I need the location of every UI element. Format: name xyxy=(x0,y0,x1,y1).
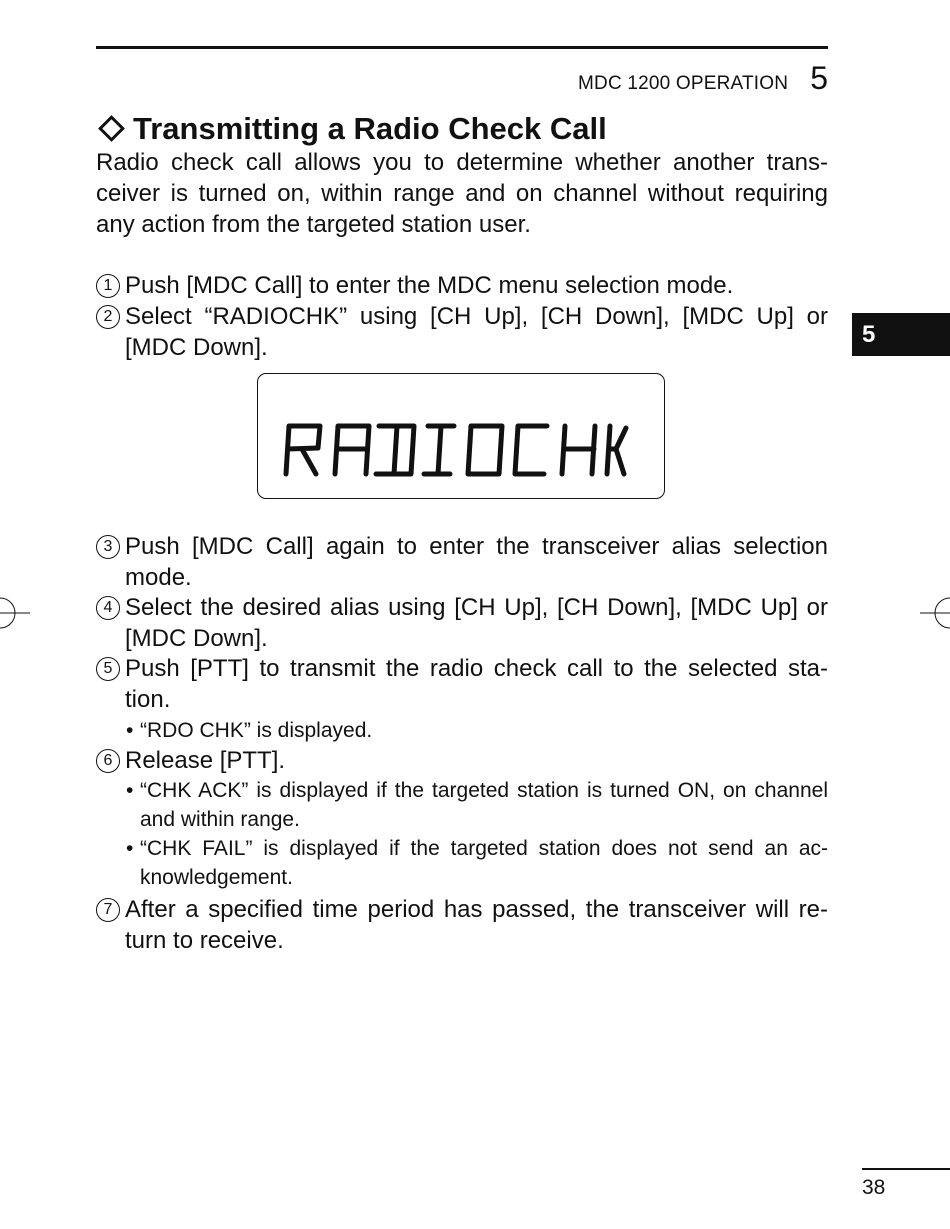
step-4 xyxy=(96,592,828,654)
note-rdo-chk xyxy=(126,716,828,745)
lcd-segment-readout xyxy=(258,374,664,498)
note-text: “CHK ACK” is displayed if the targeted station is turned ON, on channel and within range. xyxy=(140,779,828,831)
step-3 xyxy=(96,531,828,593)
step-number-2: 2 xyxy=(96,305,120,329)
note-chk-ack xyxy=(126,776,828,834)
header-rule xyxy=(96,46,828,49)
step-text-4: Select the desired alias using [CH Up], [CH Down], [MDC Up] or [MDC Down]. xyxy=(125,594,828,652)
note-text: “RDO CHK” is displayed. xyxy=(140,719,373,742)
step-6 xyxy=(96,745,828,776)
step-text-1: Push [MDC Call] to enter the MDC menu selection mode. xyxy=(125,272,734,299)
bullet-icon: • xyxy=(126,837,134,860)
step-7 xyxy=(96,894,828,956)
page-number: 38 xyxy=(862,1176,886,1199)
step-text-3: Push [MDC Call] again to enter the transceiver alias selection mode. xyxy=(125,533,828,591)
step-number-1: 1 xyxy=(96,274,120,298)
running-title: MDC 1200 OPERATION xyxy=(578,73,789,94)
section-heading-text: Transmitting a Radio Check Call xyxy=(133,111,607,146)
step-2 xyxy=(96,301,828,363)
step-text-6: Release [PTT]. xyxy=(125,747,286,774)
crop-mark-left-icon xyxy=(0,596,30,630)
running-header xyxy=(578,62,828,95)
intro-paragraph: Radio check call allows you to determine whether another trans-ceiver is turned on, within range and on channel without requiring any action from the targeted station user. xyxy=(96,149,828,238)
chapter-number: 5 xyxy=(810,60,828,96)
step-text-5: Push [PTT] to transmit the radio check call to the selected sta-tion. xyxy=(125,655,828,713)
lcd-display xyxy=(257,373,665,499)
chapter-tab: 5 xyxy=(852,313,950,356)
note-text: “CHK FAIL” is displayed if the targeted station does not send an ac-knowledgement. xyxy=(140,837,828,889)
step-number-7: 7 xyxy=(96,898,120,922)
step-1 xyxy=(96,270,828,301)
step-5 xyxy=(96,653,828,715)
step-number-5: 5 xyxy=(96,657,120,681)
step-number-3: 3 xyxy=(96,535,120,559)
section-heading xyxy=(96,110,607,148)
step-number-6: 6 xyxy=(96,749,120,773)
step-text-2: Select “RADIOCHK” using [CH Up], [CH Down], [MDC Up] or [MDC Down]. xyxy=(125,303,828,361)
step-text-7: After a specified time period has passed, the transceiver will re-turn to receive. xyxy=(125,896,828,954)
note-chk-fail xyxy=(126,834,828,892)
crop-mark-right-icon xyxy=(920,596,950,630)
step-number-4: 4 xyxy=(96,596,120,620)
bullet-icon: • xyxy=(126,719,134,742)
footer-rule xyxy=(862,1168,950,1170)
bullet-icon: • xyxy=(126,779,134,802)
diamond-icon xyxy=(98,115,125,142)
